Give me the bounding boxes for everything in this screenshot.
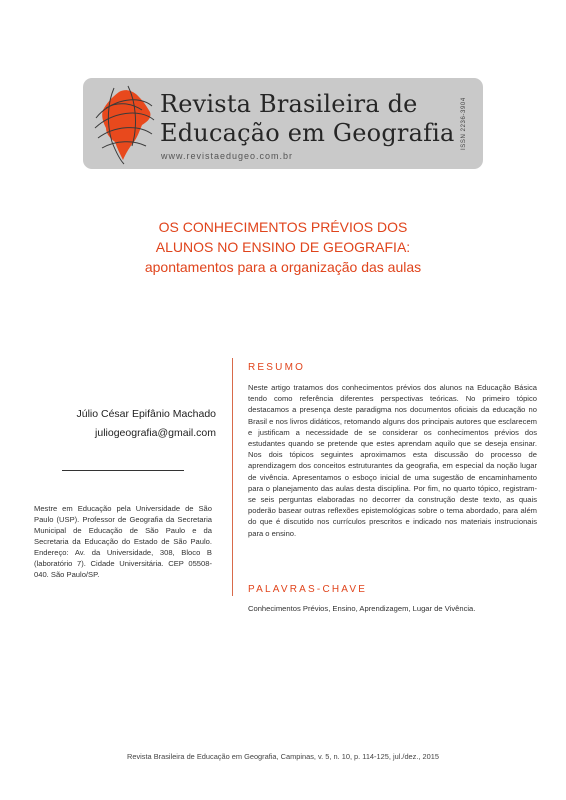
journal-url: www.revistaedugeo.com.br	[161, 151, 294, 161]
journal-title-line-2: Educação em Geografia	[160, 119, 455, 147]
article-title-line-1: OS CONHECIMENTOS PRÉVIOS DOS	[158, 219, 408, 235]
brazil-map-logo-icon	[92, 82, 156, 166]
journal-title	[160, 90, 460, 148]
article-subtitle: apontamentos para a organização das aulas	[144, 259, 422, 275]
article-title	[83, 217, 483, 277]
author-block	[30, 405, 216, 443]
column-divider	[232, 358, 233, 596]
article-title-line-2: ALUNOS NO ENSINO DE GEOGRAFIA:	[155, 239, 411, 255]
citation-footer: Revista Brasileira de Educação em Geografia, Campinas, v. 5, n. 10, p. 114-125, jul./dez., 2015	[127, 752, 439, 761]
author-separator	[62, 470, 184, 471]
author-name: Júlio César Epifânio Machado	[76, 408, 216, 420]
abstract-text: Neste artigo tratamos dos conhecimentos prévios dos alunos na Educação Básica tendo como referência diferentes perspectivas teóricas. No primeiro tópico destacamos a presença deste paradigma nos documentos oficiais da educação no Brasil e nos livros didáticos, retomando alguns dos principais autores que esclarecem e justificam a necessidade de se considerar os conhecimentos prévios dos estudantes quando se pretende que estes aprendam aquilo que se deseja ensinar. Nos dois tópicos seguintes aproximamos esta discussão do processo de aprendizagem dos conceitos estruturantes da geografia, em especial da noção lugar de vivência. Apresentamos o esboço inicial de uma sugestão de encaminhamento para o planejamento das aulas desta disciplina. Por fim, no quarto tópico, registram-se seis perguntas elaboradas no decorrer da construção deste texto, as quais poderão basear outras reflexões epistemológicas sobre o tema abordado, para além do que é discutido nos currículos prescritos e indicado nos materiais instrucionais para o ensino.	[248, 383, 537, 538]
issn-label: ISSN 2236-3904	[461, 97, 467, 150]
abstract-heading: RESUMO	[248, 362, 306, 373]
author-bio: Mestre em Educação pela Universidade de São Paulo (USP). Professor de Geografia da Secretaria Municipal de Educação de São Paulo e da Secretaria da Educação do Estado de São Paulo. Endereço: Av. da Universidade, 308, Bloco B (laboratório 7). Cidade Universitária. CEP 05508-040. São Paulo/SP.	[34, 504, 212, 579]
keywords-heading: PALAVRAS-CHAVE	[248, 584, 368, 595]
author-email: juliogeografia@gmail.com	[95, 427, 216, 439]
journal-title-line-1: Revista Brasileira de	[160, 90, 418, 118]
keywords-text: Conhecimentos Prévios, Ensino, Aprendizagem, Lugar de Vivência.	[248, 604, 476, 613]
